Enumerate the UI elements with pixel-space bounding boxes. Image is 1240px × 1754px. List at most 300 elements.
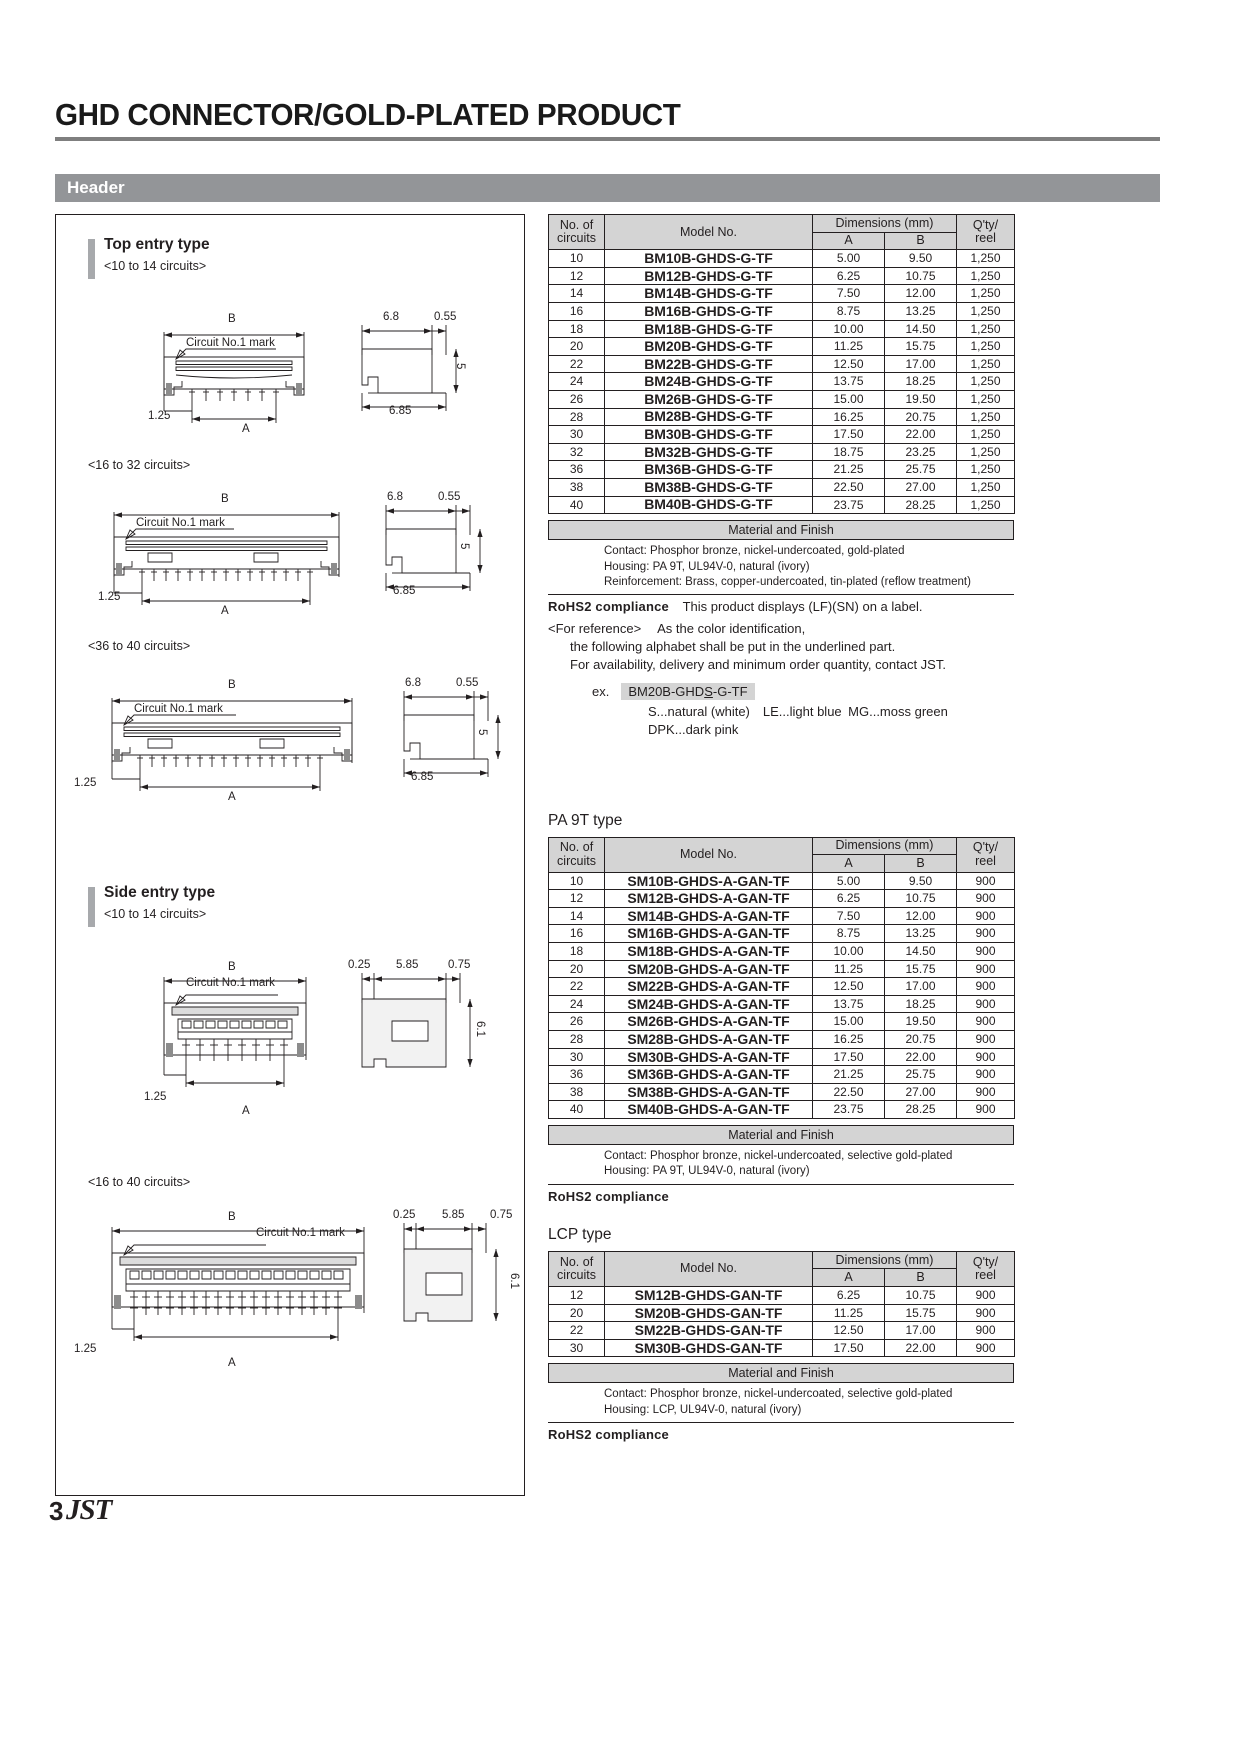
title-rule (55, 137, 1160, 141)
table-row (549, 872, 1015, 890)
th-circuits-l1: No. of (559, 217, 594, 232)
cell-dim-b: 20.75 (885, 408, 957, 426)
cell-qty: 900 (957, 1031, 1015, 1049)
cell-dim-b: 25.75 (885, 461, 957, 479)
cell-circuits: 36 (549, 461, 605, 479)
cell-model: SM22B-GHDS-A-GAN-TF (605, 978, 813, 996)
cell-dim-b: 15.75 (885, 338, 957, 356)
cell-dim-b: 12.00 (885, 907, 957, 925)
cell-model: BM16B-GHDS-G-TF (605, 302, 813, 320)
cell-circuits: 36 (549, 1066, 605, 1084)
side-entry-title: Side entry type (104, 884, 216, 901)
dim-b-3: B (228, 679, 236, 691)
th-qty-l1-lcp: Q'ty/ (972, 1254, 999, 1269)
cell-dim-a: 11.25 (813, 1304, 885, 1322)
th-dim-a-pa9t: A (813, 855, 885, 873)
table-row (549, 1083, 1015, 1101)
cell-qty: 900 (957, 1066, 1015, 1084)
table-row (549, 943, 1015, 961)
cell-dim-b: 9.50 (885, 250, 957, 268)
table-row (549, 355, 1015, 373)
dim-a-2: A (221, 605, 229, 617)
cell-model: SM12B-GHDS-A-GAN-TF (605, 890, 813, 908)
dim-height-2: 5 (458, 543, 470, 550)
dim-b-1: B (228, 313, 236, 325)
cell-qty: 1,250 (957, 355, 1015, 373)
cell-dim-b: 18.25 (885, 373, 957, 391)
cell-model: BM14B-GHDS-G-TF (605, 285, 813, 303)
cell-qty: 900 (957, 890, 1015, 908)
dim-a-3: A (228, 791, 236, 803)
cell-dim-b: 10.75 (885, 890, 957, 908)
heading-accent-bar-2 (88, 887, 95, 927)
th-qty-l2-lcp: reel (975, 1267, 996, 1282)
cell-qty: 900 (957, 1287, 1015, 1305)
cell-model: SM36B-GHDS-A-GAN-TF (605, 1066, 813, 1084)
callout-circuit-mark-3: Circuit No.1 mark (134, 703, 223, 715)
th-circuits-pa9t (549, 837, 605, 872)
cell-model: SM28B-GHDS-A-GAN-TF (605, 1031, 813, 1049)
lcp-rohs-line (548, 1427, 1160, 1442)
cell-dim-b: 10.75 (885, 267, 957, 285)
dim-b-5: B (228, 1211, 236, 1223)
cell-dim-b: 18.25 (885, 995, 957, 1013)
cell-dim-b: 15.75 (885, 960, 957, 978)
cell-qty: 900 (957, 1048, 1015, 1066)
th-circuits-l2-lcp: circuits (557, 1267, 596, 1282)
cell-circuits: 12 (549, 1287, 605, 1305)
cell-qty: 1,250 (957, 408, 1015, 426)
cell-circuits: 14 (549, 907, 605, 925)
cell-circuits: 22 (549, 355, 605, 373)
cell-model: BM40B-GHDS-G-TF (605, 496, 813, 514)
table-row (549, 443, 1015, 461)
dim-height-4: 6.1 (474, 1021, 486, 1037)
table-row (549, 890, 1015, 908)
cell-model: BM30B-GHDS-G-TF (605, 426, 813, 444)
cell-qty: 1,250 (957, 496, 1015, 514)
dim-pitch-2: 1.25 (98, 591, 121, 603)
cell-qty: 1,250 (957, 302, 1015, 320)
cell-dim-a: 12.50 (813, 978, 885, 996)
dim-w1-3: 6.8 (405, 677, 421, 689)
cell-dim-b: 14.50 (885, 943, 957, 961)
table-row (549, 426, 1015, 444)
material-line-2: Housing: LCP, UL94V-0, natural (ivory) (604, 1403, 802, 1416)
dim-w2-1: 0.55 (434, 311, 457, 323)
cell-qty: 900 (957, 872, 1015, 890)
cell-model: BM32B-GHDS-G-TF (605, 443, 813, 461)
cell-qty: 1,250 (957, 338, 1015, 356)
dim-b-2: B (221, 493, 229, 505)
dim-b-4: B (228, 961, 236, 973)
th-circuits-l2-pa9t: circuits (557, 853, 596, 868)
dim-a-1: A (242, 423, 250, 435)
cell-qty: 1,250 (957, 373, 1015, 391)
cell-circuits: 10 (549, 872, 605, 890)
table-row (549, 408, 1015, 426)
cell-qty: 900 (957, 960, 1015, 978)
cell-circuits: 20 (549, 338, 605, 356)
cell-dim-b: 22.00 (885, 1048, 957, 1066)
cell-dim-b: 17.00 (885, 978, 957, 996)
example-row (548, 683, 1160, 700)
th-dim-b-pa9t: B (885, 855, 957, 873)
cell-circuits: 38 (549, 478, 605, 496)
cell-qty: 1,250 (957, 267, 1015, 285)
color-legend-line-2: DPK...dark pink (648, 722, 739, 738)
cell-qty: 1,250 (957, 250, 1015, 268)
cell-model: BM38B-GHDS-G-TF (605, 478, 813, 496)
cell-dim-a: 16.25 (813, 1031, 885, 1049)
cell-dim-b: 15.75 (885, 1304, 957, 1322)
example-model-code (621, 683, 754, 700)
dim-s3-5: 0.75 (490, 1209, 513, 1221)
cell-qty: 1,250 (957, 461, 1015, 479)
cell-dim-b: 22.00 (885, 426, 957, 444)
pa9t-spec-table (548, 837, 1015, 1120)
table-row (549, 373, 1015, 391)
th-qty-l1-pa9t: Q'ty/ (972, 840, 999, 855)
table-row (549, 1101, 1015, 1119)
dim-height-3: 5 (476, 729, 488, 736)
table-row (549, 907, 1015, 925)
material-line-1: Contact: Phosphor bronze, nickel-undercoated, selective gold-plated (604, 1388, 953, 1401)
cell-dim-a: 21.25 (813, 1066, 885, 1084)
cell-circuits: 30 (549, 1048, 605, 1066)
table-row (549, 1066, 1015, 1084)
th-dimensions-pa9t: Dimensions (mm) (813, 837, 957, 855)
cell-dim-b: 28.25 (885, 496, 957, 514)
th-circuits-l1-lcp: No. of (559, 1254, 594, 1269)
color-legend-line-1: S...natural (white) LE...light blue MG...moss green (648, 704, 948, 720)
cell-dim-a: 8.75 (813, 925, 885, 943)
cell-dim-b: 19.50 (885, 1013, 957, 1031)
cell-circuits: 22 (549, 978, 605, 996)
cell-dim-a: 11.25 (813, 960, 885, 978)
dim-w1-2: 6.8 (387, 491, 403, 503)
cell-qty: 900 (957, 1322, 1015, 1340)
cell-circuits: 28 (549, 408, 605, 426)
gold-material-bar: Material and Finish (548, 520, 1014, 540)
gold-rohs-label: RoHS2 compliance (548, 599, 669, 615)
cell-dim-a: 6.25 (813, 1287, 885, 1305)
th-circuits-l1-pa9t: No. of (559, 840, 594, 855)
cell-circuits: 12 (549, 890, 605, 908)
dim-a-5: A (228, 1357, 236, 1369)
cell-dim-b: 20.75 (885, 1031, 957, 1049)
cell-model: BM26B-GHDS-G-TF (605, 390, 813, 408)
cell-dim-a: 10.00 (813, 320, 885, 338)
cell-dim-a: 21.25 (813, 461, 885, 479)
th-qty-l2-pa9t: reel (975, 853, 996, 868)
cell-circuits: 18 (549, 943, 605, 961)
cell-circuits: 32 (549, 443, 605, 461)
cell-qty: 900 (957, 995, 1015, 1013)
cell-qty: 900 (957, 1083, 1015, 1101)
cell-model: BM36B-GHDS-G-TF (605, 461, 813, 479)
table-row (549, 478, 1015, 496)
cell-qty: 1,250 (957, 478, 1015, 496)
th-circuits-l2: circuits (557, 231, 596, 246)
dim-pitch-3: 1.25 (74, 777, 97, 789)
lcp-spec-table (548, 1251, 1015, 1358)
th-qty-pa9t (957, 837, 1015, 872)
cell-model: SM18B-GHDS-A-GAN-TF (605, 943, 813, 961)
jst-logo: JST (66, 1494, 112, 1526)
cell-dim-a: 17.50 (813, 1339, 885, 1357)
cell-qty: 900 (957, 907, 1015, 925)
gold-reference-block (548, 620, 1160, 674)
cell-dim-b: 27.00 (885, 1083, 957, 1101)
gold-table-body (549, 250, 1015, 514)
table-row (549, 338, 1015, 356)
th-model: Model No. (605, 215, 813, 250)
dim-w1-1: 6.8 (383, 311, 399, 323)
cell-circuits: 24 (549, 995, 605, 1013)
example-label: ex. (592, 684, 610, 700)
dim-pitch-1: 1.25 (148, 410, 171, 422)
lcp-rohs-rule (548, 1422, 1014, 1423)
reference-line-3: For availability, delivery and minimum order quantity, contact JST. (570, 657, 946, 673)
cell-circuits: 26 (549, 1013, 605, 1031)
cell-dim-b: 27.00 (885, 478, 957, 496)
cell-dim-a: 13.75 (813, 995, 885, 1013)
table-row (549, 1339, 1015, 1357)
dim-pitch-5: 1.25 (74, 1343, 97, 1355)
cell-qty: 1,250 (957, 390, 1015, 408)
cell-dim-b: 14.50 (885, 320, 957, 338)
lcp-heading: LCP type (548, 1225, 612, 1243)
dim-s1-4: 0.25 (348, 959, 371, 971)
cell-dim-a: 22.50 (813, 1083, 885, 1101)
table-row (549, 1287, 1015, 1305)
th-qty-l2: reel (975, 231, 996, 246)
table-row (549, 461, 1015, 479)
top-entry-variant-1: <10 to 14 circuits> (104, 259, 207, 273)
lcp-rohs-label: RoHS2 compliance (548, 1427, 669, 1443)
page-title: GHD CONNECTOR/GOLD-PLATED PRODUCT (55, 98, 681, 132)
cell-dim-a: 12.50 (813, 1322, 885, 1340)
dim-height-1: 5 (454, 363, 466, 370)
pa9t-rohs-line (548, 1189, 1160, 1204)
heading-accent-bar (88, 239, 95, 279)
gold-rohs-line (548, 599, 1160, 614)
cell-dim-b: 17.00 (885, 355, 957, 373)
cell-dim-b: 12.00 (885, 285, 957, 303)
cell-circuits: 30 (549, 426, 605, 444)
cell-model: BM24B-GHDS-G-TF (605, 373, 813, 391)
cell-dim-a: 17.50 (813, 426, 885, 444)
cell-circuits: 28 (549, 1031, 605, 1049)
cell-model: SM30B-GHDS-GAN-TF (605, 1339, 813, 1357)
dim-w2-2: 0.55 (438, 491, 461, 503)
cell-dim-a: 12.50 (813, 355, 885, 373)
table-row (549, 978, 1015, 996)
dim-depth-3: 6.85 (411, 771, 434, 783)
th-qty-l1: Q'ty/ (972, 217, 999, 232)
material-line-3: Reinforcement: Brass, copper-undercoated, tin-plated (reflow treatment) (604, 575, 971, 588)
ex-underlined: S (704, 684, 713, 700)
cell-circuits: 40 (549, 496, 605, 514)
callout-circuit-mark-4: Circuit No.1 mark (186, 977, 275, 989)
color-code-legend (548, 703, 1160, 739)
table-row (549, 1048, 1015, 1066)
table-row (549, 995, 1015, 1013)
cell-qty: 1,250 (957, 443, 1015, 461)
cell-model: SM20B-GHDS-GAN-TF (605, 1304, 813, 1322)
cell-qty: 900 (957, 943, 1015, 961)
pa9t-heading: PA 9T type (548, 811, 623, 829)
pa9t-rohs-rule (548, 1184, 1014, 1185)
table-row (549, 302, 1015, 320)
table-row (549, 925, 1015, 943)
cell-circuits: 38 (549, 1083, 605, 1101)
cell-dim-a: 10.00 (813, 943, 885, 961)
cell-qty: 1,250 (957, 320, 1015, 338)
top-entry-variant-2: <16 to 32 circuits> (88, 458, 191, 472)
pa9t-material-body (548, 1145, 1014, 1184)
th-dimensions-lcp: Dimensions (mm) (813, 1251, 957, 1269)
cell-circuits: 40 (549, 1101, 605, 1119)
cell-circuits: 14 (549, 285, 605, 303)
cell-dim-a: 17.50 (813, 1048, 885, 1066)
dim-depth-2: 6.85 (393, 585, 416, 597)
cell-dim-a: 15.00 (813, 1013, 885, 1031)
cell-circuits: 18 (549, 320, 605, 338)
cell-dim-a: 6.25 (813, 890, 885, 908)
cell-dim-a: 13.75 (813, 373, 885, 391)
table-row (549, 1304, 1015, 1322)
cell-circuits: 24 (549, 373, 605, 391)
callout-circuit-mark-5: Circuit No.1 mark (256, 1227, 345, 1239)
th-model-lcp: Model No. (605, 1251, 813, 1286)
lcp-material-bar: Material and Finish (548, 1363, 1014, 1383)
cell-dim-b: 19.50 (885, 390, 957, 408)
cell-circuits: 10 (549, 250, 605, 268)
dim-s2-4: 5.85 (396, 959, 419, 971)
lcp-table-body (549, 1287, 1015, 1357)
th-dimensions: Dimensions (mm) (813, 215, 957, 233)
th-dim-b-lcp: B (885, 1269, 957, 1287)
cell-dim-b: 10.75 (885, 1287, 957, 1305)
cell-qty: 900 (957, 1304, 1015, 1322)
cell-dim-b: 13.25 (885, 302, 957, 320)
reference-line-1: <For reference> As the color identification, (548, 621, 806, 637)
dim-s3-4: 0.75 (448, 959, 471, 971)
cell-qty: 900 (957, 1013, 1015, 1031)
cell-dim-a: 23.75 (813, 1101, 885, 1119)
callout-circuit-mark-2: Circuit No.1 mark (136, 517, 225, 529)
cell-dim-b: 9.50 (885, 872, 957, 890)
dim-pitch-4: 1.25 (144, 1091, 167, 1103)
cell-dim-a: 7.50 (813, 285, 885, 303)
table-row (549, 250, 1015, 268)
cell-model: BM28B-GHDS-G-TF (605, 408, 813, 426)
pa9t-table-body (549, 872, 1015, 1118)
gold-material-body (548, 540, 1014, 594)
cell-dim-a: 6.25 (813, 267, 885, 285)
cell-dim-a: 7.50 (813, 907, 885, 925)
gold-spec-table (548, 214, 1015, 514)
cell-dim-a: 8.75 (813, 302, 885, 320)
cell-dim-b: 17.00 (885, 1322, 957, 1340)
cell-model: SM30B-GHDS-A-GAN-TF (605, 1048, 813, 1066)
cell-model: BM20B-GHDS-G-TF (605, 338, 813, 356)
ex-post: -G-TF (712, 684, 748, 700)
table-row (549, 320, 1015, 338)
cell-model: BM10B-GHDS-G-TF (605, 250, 813, 268)
th-circuits-lcp (549, 1251, 605, 1286)
cell-dim-b: 23.25 (885, 443, 957, 461)
page-title-block (55, 98, 1160, 141)
table-row (549, 1031, 1015, 1049)
cell-model: SM12B-GHDS-GAN-TF (605, 1287, 813, 1305)
cell-model: SM10B-GHDS-A-GAN-TF (605, 872, 813, 890)
cell-circuits: 26 (549, 390, 605, 408)
dim-height-5: 6.1 (508, 1273, 520, 1289)
table-row (549, 1013, 1015, 1031)
side-entry-drawing-10-14 (116, 955, 506, 1105)
gold-rohs-text: This product displays (LF)(SN) on a label. (682, 599, 923, 615)
section-header-bar: Header (55, 174, 1160, 202)
cell-qty: 1,250 (957, 426, 1015, 444)
drawing-panel (55, 214, 525, 1496)
cell-qty: 900 (957, 925, 1015, 943)
cell-circuits: 16 (549, 925, 605, 943)
reference-line-2: the following alphabet shall be put in the underlined part. (570, 639, 896, 655)
dim-s1-5: 0.25 (393, 1209, 416, 1221)
cell-circuits: 16 (549, 302, 605, 320)
side-entry-type-heading (88, 884, 388, 931)
cell-qty: 900 (957, 1101, 1015, 1119)
cell-qty: 900 (957, 1339, 1015, 1357)
top-entry-title: Top entry type (104, 236, 210, 253)
cell-dim-a: 23.75 (813, 496, 885, 514)
cell-dim-a: 11.25 (813, 338, 885, 356)
table-row (549, 960, 1015, 978)
cell-dim-a: 18.75 (813, 443, 885, 461)
th-dim-a-lcp: A (813, 1269, 885, 1287)
top-entry-type-heading (88, 236, 388, 283)
top-entry-drawing-36-40 (74, 673, 504, 801)
cell-circuits: 20 (549, 1304, 605, 1322)
cell-model: BM12B-GHDS-G-TF (605, 267, 813, 285)
material-line-2: Housing: PA 9T, UL94V-0, natural (ivory) (604, 560, 810, 573)
dim-s2-5: 5.85 (442, 1209, 465, 1221)
pa9t-material-bar: Material and Finish (548, 1125, 1014, 1145)
material-line-1: Contact: Phosphor bronze, nickel-undercoated, gold-plated (604, 545, 905, 558)
cell-model: SM24B-GHDS-A-GAN-TF (605, 995, 813, 1013)
cell-model: SM40B-GHDS-A-GAN-TF (605, 1101, 813, 1119)
cell-dim-a: 5.00 (813, 872, 885, 890)
top-entry-drawing-16-32 (86, 487, 506, 615)
cell-circuits: 20 (549, 960, 605, 978)
dim-a-4: A (242, 1105, 250, 1117)
gold-rohs-rule (548, 594, 1014, 595)
table-row (549, 267, 1015, 285)
dim-w2-3: 0.55 (456, 677, 479, 689)
table-row (549, 390, 1015, 408)
th-dim-b: B (885, 232, 957, 250)
th-circuits (549, 215, 605, 250)
cell-dim-b: 13.25 (885, 925, 957, 943)
cell-circuits: 12 (549, 267, 605, 285)
th-dim-a: A (813, 232, 885, 250)
material-line-1: Contact: Phosphor bronze, nickel-undercoated, selective gold-plated (604, 1150, 953, 1162)
cell-dim-a: 15.00 (813, 390, 885, 408)
cell-model: SM14B-GHDS-A-GAN-TF (605, 907, 813, 925)
